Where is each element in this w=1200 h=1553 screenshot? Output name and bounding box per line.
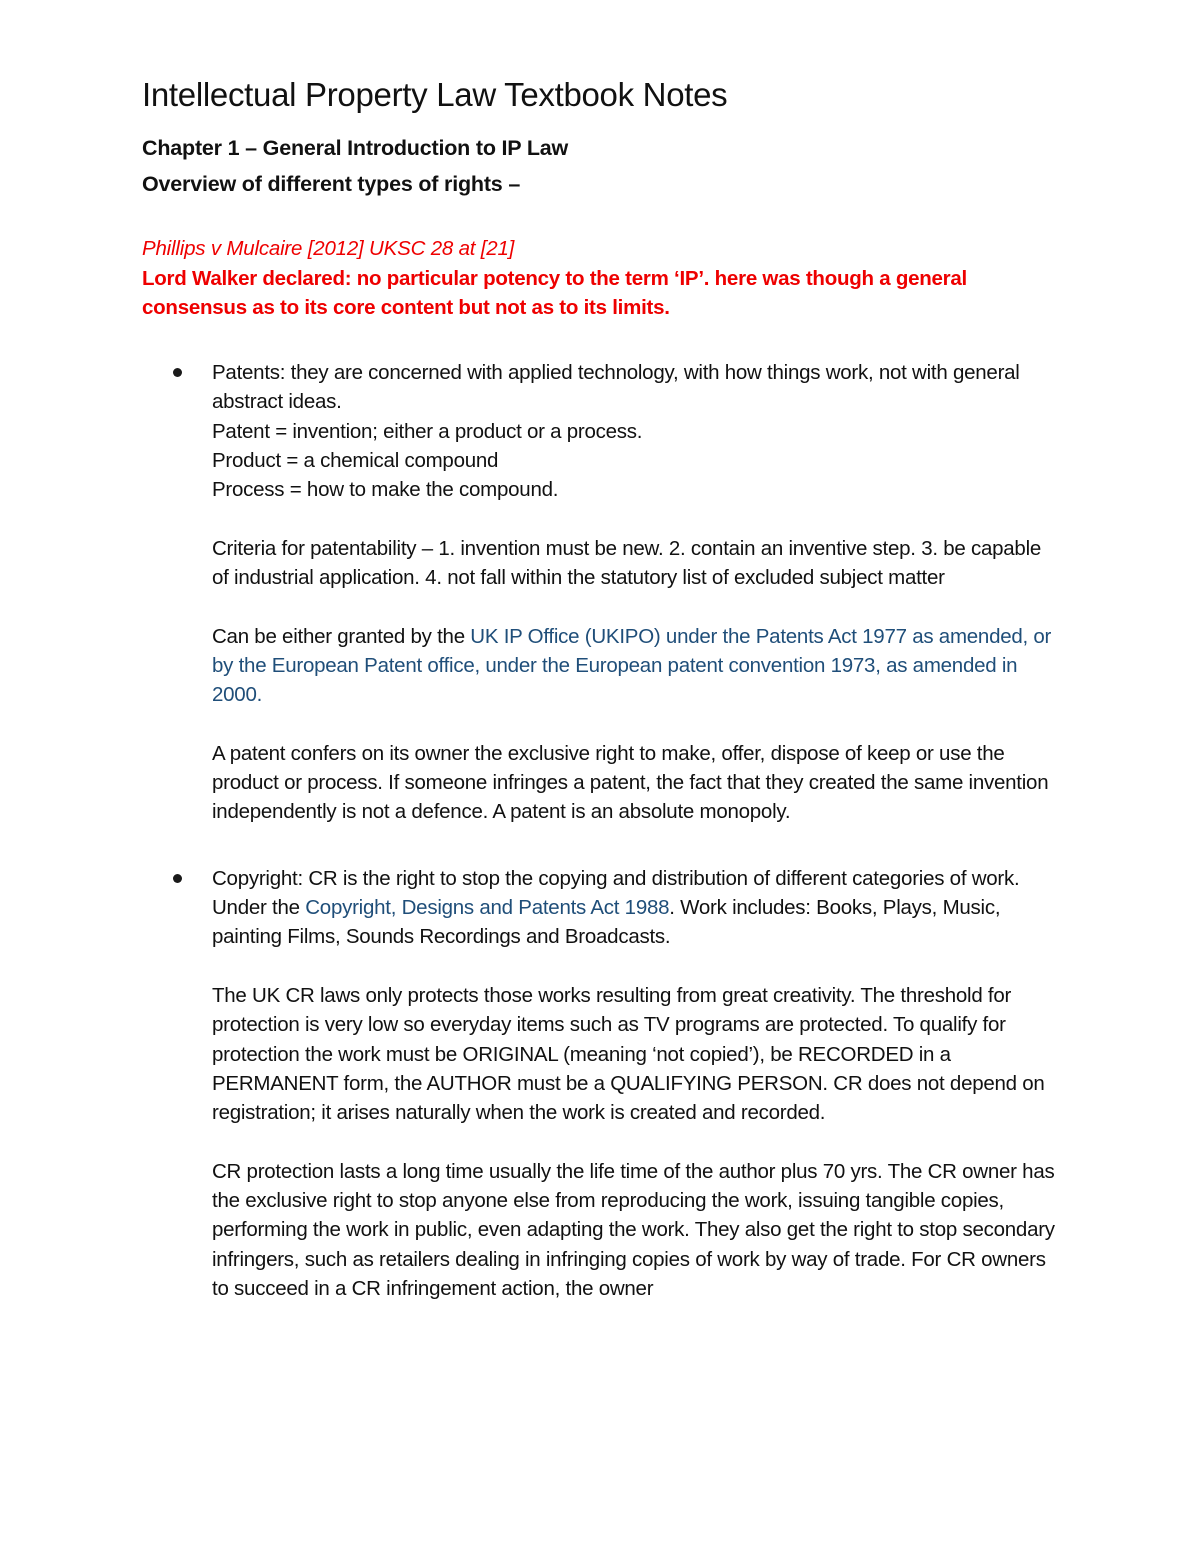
copyright-protection: The UK CR laws only protects those works resulting from great creativity. The threshold for protection is very low so everyday items such as TV programs are protected. To qualify for protection the work must be ORIGINAL (meaning ‘not copied’), be RECORDED in a PERMANENT form, the AUTHOR must be a QUALIFYING PERSON. CR does not depend on registration; it arises naturally when the work is created and recorded. [212,983,1045,1125]
copyright-duration: CR protection lasts a long time usually the life time of the author plus 70 yrs. The CR owner has the exclusive right to stop anyone else from reproducing the work, issuing tangible copies, performing the work in public, even adapting the work. They also get the right to stop secondary infringers, such as retailers dealing in infringing copies of work by way of trade. For CR owners to succeed in a CR infringement action, the owner [212,1159,1055,1300]
patents-criteria: Criteria for patentability – 1. invention must be new. 2. contain an inventive step. 3. be capable of industrial application. 4. not fall within the statutory list of excluded subject matter [212,536,1042,590]
patents-granted-prefix: Can be either granted by the [212,624,471,648]
copyright-intro-suffix: . Work includes: Books, Plays, Music, painting Films, Sounds Recordings and Broadcasts. [212,896,1001,949]
document-title: Intellectual Property Law Textbook Notes [142,76,728,113]
copyright-intro [212,864,1062,952]
list-item-copyright [212,864,1062,1303]
patents-product: Product = a chemical compound [212,448,499,472]
chapter-heading: Chapter 1 – General Introduction to IP Law [142,136,569,160]
patents-definition: Patent = invention; either a product or a process. [212,419,643,443]
patents-process: Process = how to make the compound. [212,478,559,502]
overview-heading: Overview of different types of rights – [142,172,521,196]
rights-list [0,358,1200,1303]
bullet-icon [173,368,182,377]
patents-granted-statute: UK IP Office (UKIPO) under the Patents Act 1977 as amended, or by the European Patent office, under the European patent convention 1973, as amended in 2000. [212,624,1052,707]
patents-rights: A patent confers on its owner the exclusive right to make, offer, dispose of keep or use the product or process. If someone infringes a patent, the fact that they created the same invention independently is not a defence. A patent is an absolute monopoly. [212,741,1049,824]
case-citation: Phillips v Mulcaire [2012] UKSC 28 at [21] [142,237,515,260]
patents-granted [212,622,1062,710]
copyright-statute: Copyright, Designs and Patents Act 1988 [305,896,670,920]
list-item-patents [212,358,1062,827]
case-block [142,234,1042,323]
bullet-icon [173,874,182,883]
patents-intro: Patents: they are concerned with applied technology, with how things work, not with general abstract ideas. [212,361,1020,414]
case-quote: Lord Walker declared: no particular potency to the term ‘IP’. here was though a general consensus as to its core content but not as to its limits. [142,266,968,319]
copyright-intro-prefix: Copyright: CR is the right to stop the copying and distribution of different categories of work. Under the [212,866,1020,920]
